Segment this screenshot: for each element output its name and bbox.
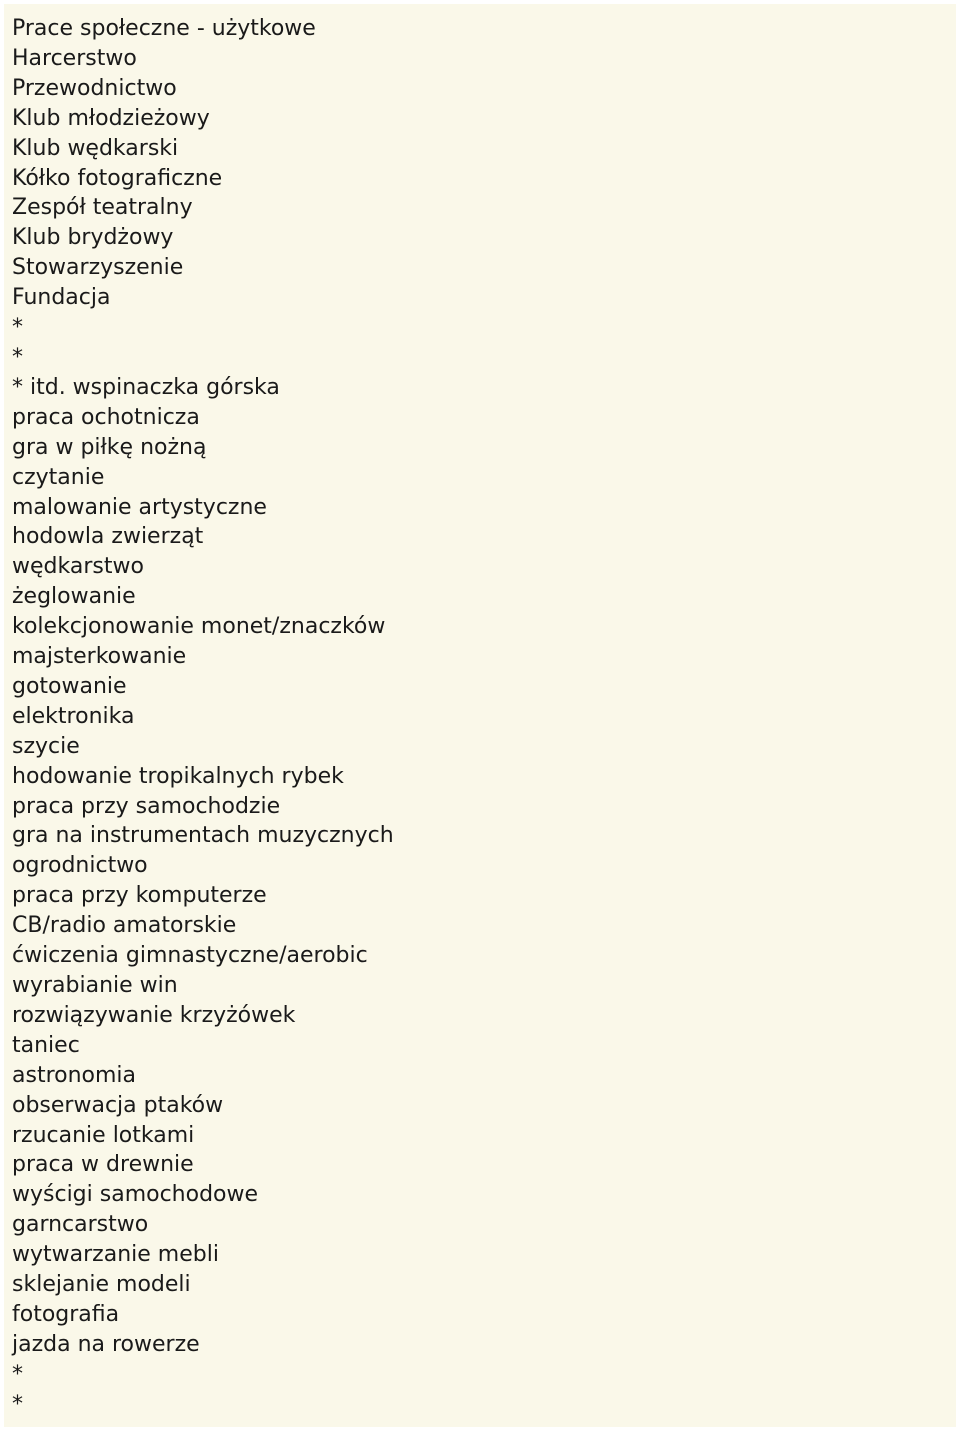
list-item: rozwiązywanie krzyżówek — [12, 1002, 296, 1028]
list-item: malowanie artystyczne — [12, 494, 267, 520]
list-item: Klub brydżowy — [12, 225, 174, 251]
activity-list — [12, 14, 394, 1420]
list-item: rzucanie lotkami — [12, 1122, 195, 1148]
list-item: Klub wędkarski — [12, 135, 179, 161]
list-item: Fundacja — [12, 285, 111, 311]
document-page — [4, 4, 956, 1427]
list-item: Prace społeczne - użytkowe — [12, 16, 316, 41]
list-item: kolekcjonowanie monet/znaczków — [12, 614, 386, 640]
list-item: szycie — [12, 733, 80, 759]
list-item: Klub młodzieżowy — [12, 105, 210, 131]
list-item: * — [12, 1391, 23, 1417]
list-item: praca przy samochodzie — [12, 793, 281, 819]
list-item: ogrodnictwo — [12, 853, 148, 879]
list-item: gra na instrumentach muzycznych — [12, 823, 394, 849]
list-item: * — [12, 315, 23, 341]
list-item: * — [12, 1361, 23, 1387]
list-item: majsterkowanie — [12, 644, 187, 670]
list-item: astronomia — [12, 1062, 137, 1088]
list-item: Zespół teatralny — [12, 195, 193, 221]
list-item: garncarstwo — [12, 1212, 149, 1238]
list-item: CB/radio amatorskie — [12, 913, 237, 939]
list-item: wyrabianie win — [12, 973, 178, 998]
list-item: fotografia — [12, 1301, 120, 1327]
list-item: praca ochotnicza — [12, 404, 200, 430]
list-item: hodowanie tropikalnych rybek — [12, 763, 344, 789]
list-item: Harcerstwo — [12, 45, 137, 71]
list-item: * — [12, 344, 23, 370]
list-item: gotowanie — [12, 673, 127, 699]
list-item: czytanie — [12, 464, 105, 490]
list-item: taniec — [12, 1032, 80, 1058]
list-item: wyścigi samochodowe — [12, 1182, 259, 1208]
list-item: żeglowanie — [12, 584, 136, 610]
list-item: jazda na rowerze — [12, 1331, 200, 1357]
list-item: praca przy komputerze — [12, 883, 267, 909]
list-item: wędkarstwo — [12, 554, 144, 580]
list-item: elektronika — [12, 703, 135, 729]
list-item: ćwiczenia gimnastyczne/aerobic — [12, 943, 368, 969]
list-item: sklejanie modeli — [12, 1272, 191, 1298]
list-item: wytwarzanie mebli — [12, 1242, 219, 1268]
list-item: Stowarzyszenie — [12, 255, 184, 281]
list-item: Przewodnictwo — [12, 75, 177, 101]
list-item: Kółko fotograficzne — [12, 165, 223, 191]
list-item: * itd. wspinaczka górska — [12, 374, 280, 400]
list-item: gra w piłkę nożną — [12, 434, 207, 460]
list-item: hodowla zwierząt — [12, 524, 204, 550]
list-item: obserwacja ptaków — [12, 1092, 224, 1118]
list-item: praca w drewnie — [12, 1152, 194, 1178]
